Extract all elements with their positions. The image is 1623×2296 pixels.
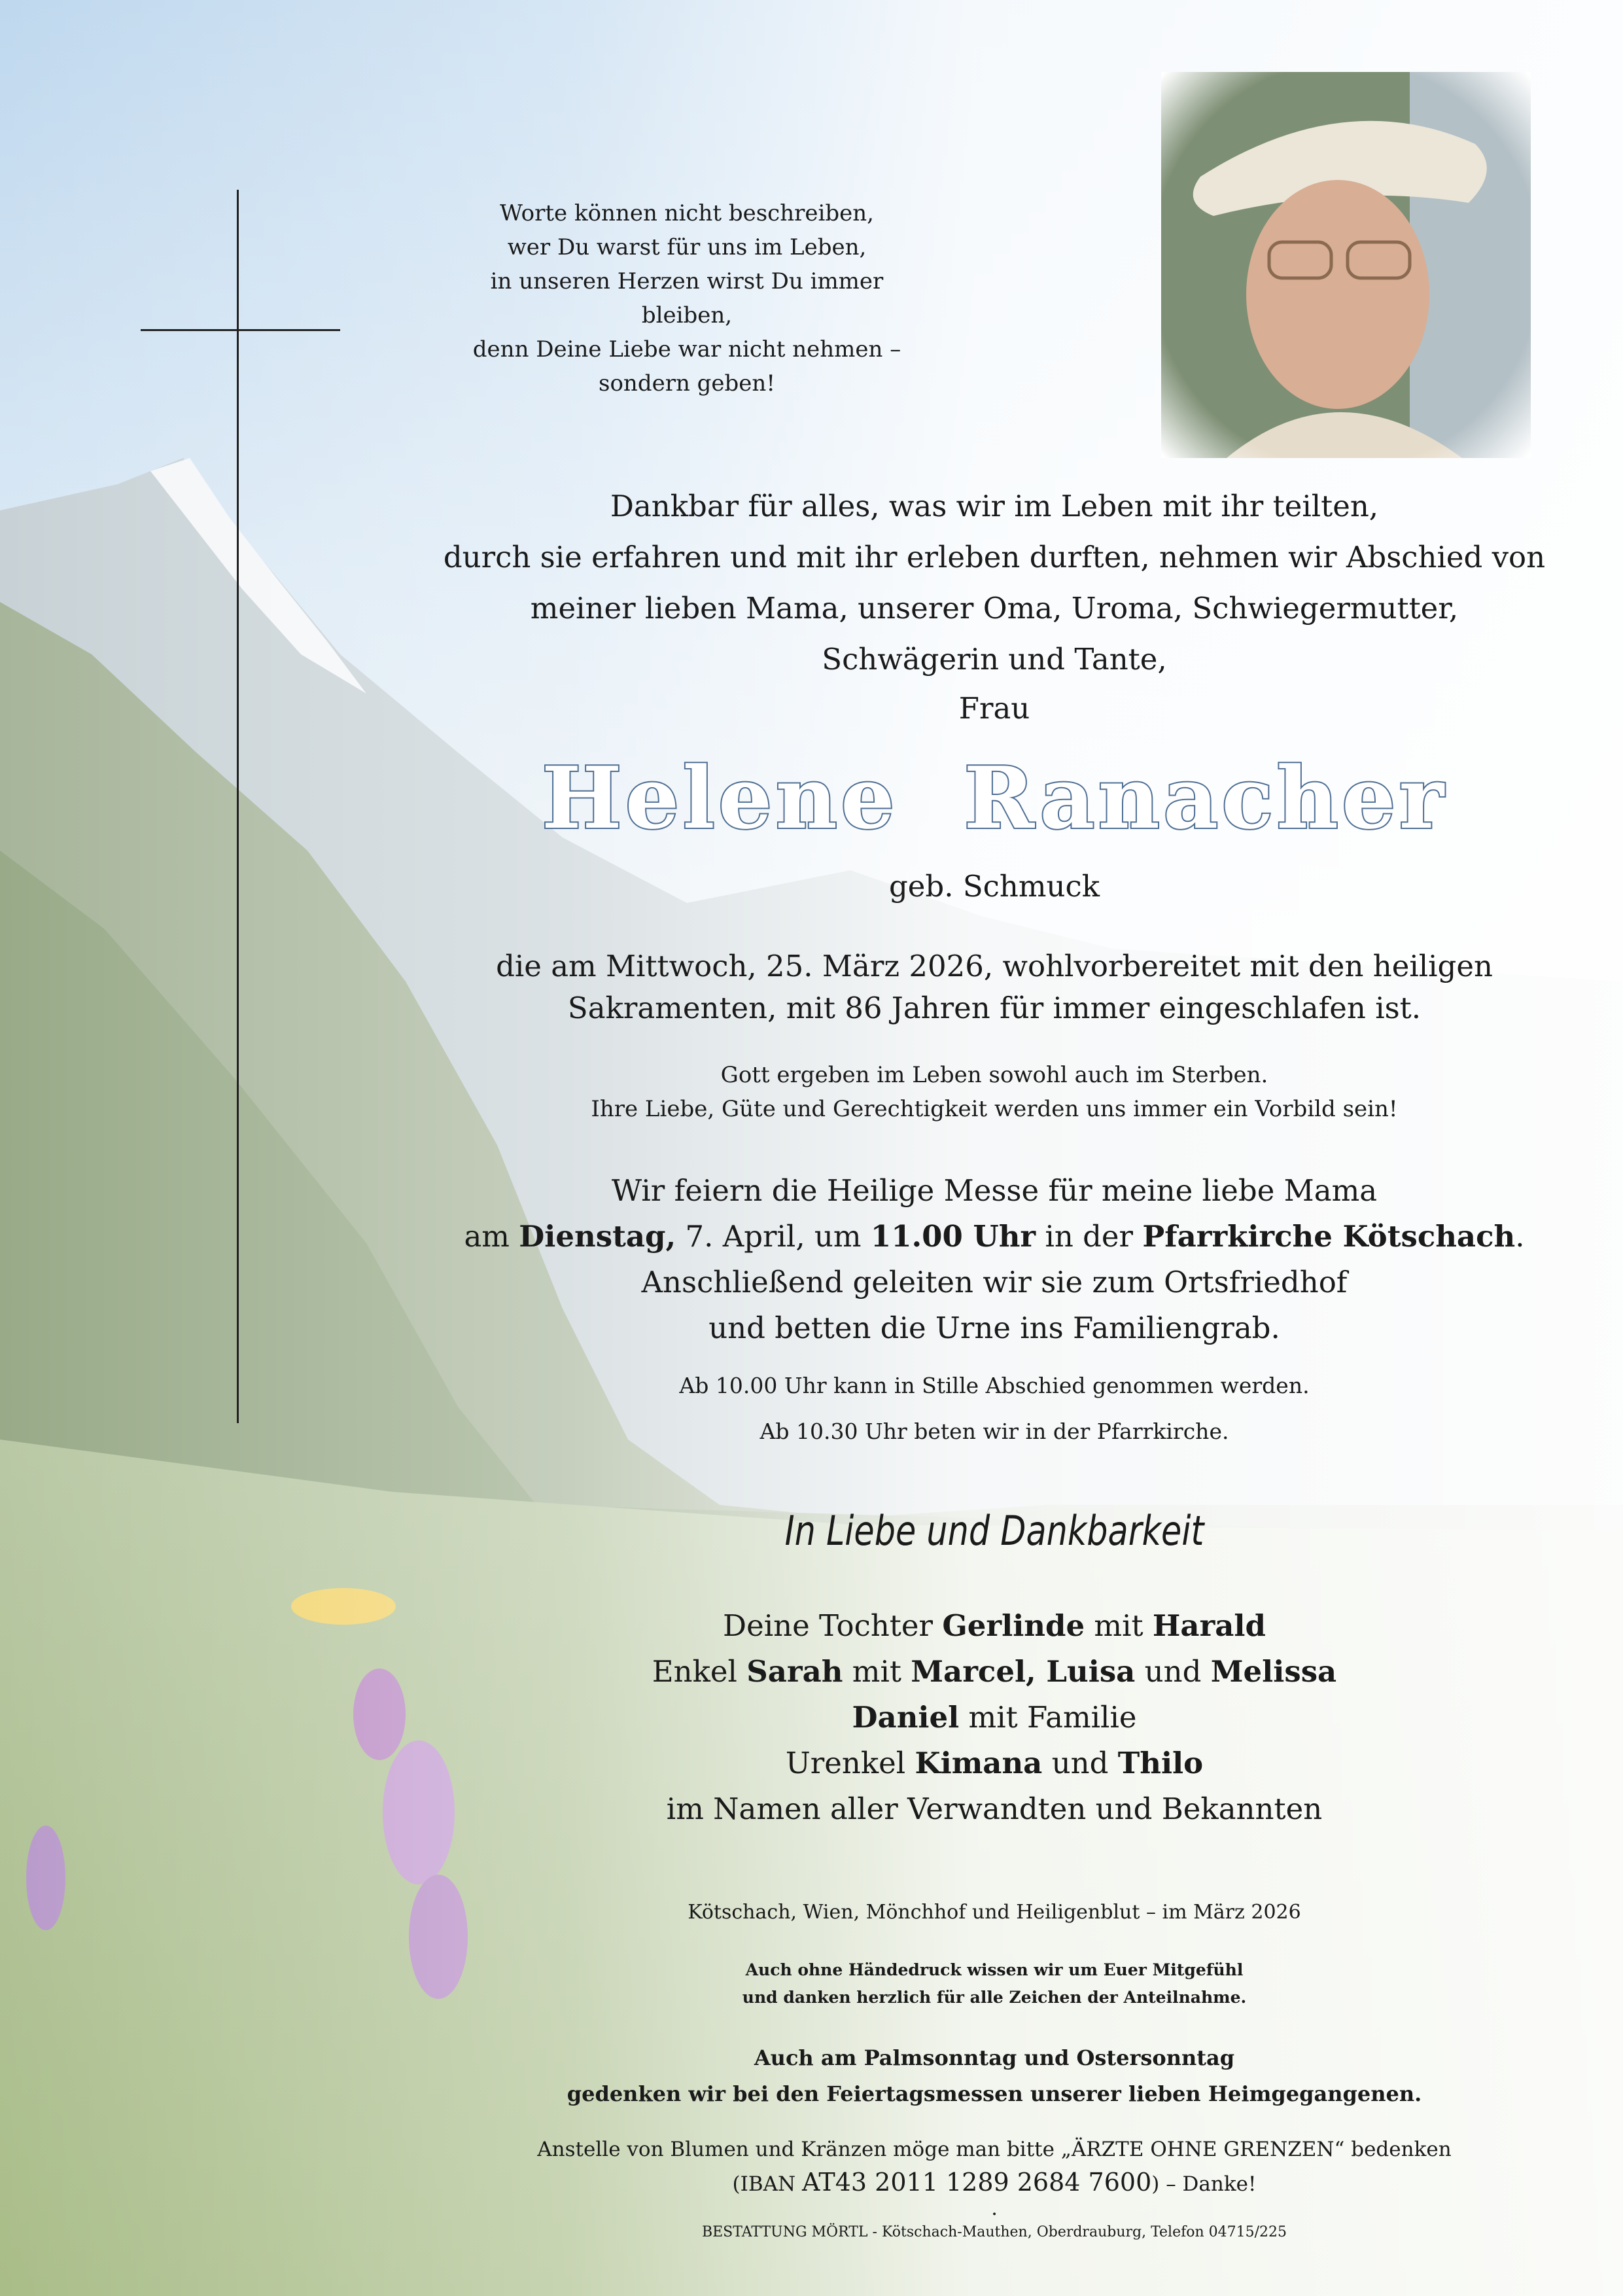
- death-line: Sakramenten, mit 86 Jahren für immer eingeschlafen ist.: [567, 991, 1422, 1025]
- poem-line: sondern geben!: [599, 370, 775, 397]
- dot-mark: .: [991, 2197, 998, 2220]
- intro-line: Dankbar für alles, was wir im Leben mit ihr teilten,: [610, 489, 1379, 523]
- mourners-list: [366, 1603, 1622, 1832]
- closing-motto: In Liebe und Dankbarkeit: [784, 1507, 1204, 1555]
- mass-text: am: [464, 1219, 519, 1254]
- donation-text: ) – Danke!: [1151, 2172, 1257, 2196]
- mass-text: in der: [1036, 1219, 1143, 1254]
- donation-text: (IBAN: [732, 2172, 803, 2196]
- deceased-name: Helene Ranacher: [541, 748, 1448, 848]
- death-notice: [366, 945, 1622, 1029]
- mourner-name: Marcel, Luisa: [911, 1654, 1136, 1689]
- portrait-photo: [1161, 72, 1531, 458]
- faith-line: Gott ergeben im Leben sowohl auch im Sterben.: [720, 1062, 1268, 1088]
- holiday-masses-note: [366, 2040, 1622, 2112]
- mourner-text: mit: [1085, 1608, 1153, 1643]
- cross-horizontal-bar: [141, 329, 340, 331]
- mass-time: 11.00 Uhr: [870, 1219, 1036, 1254]
- mourner-name: Harald: [1152, 1608, 1266, 1643]
- palm-line: gedenken wir bei den Feiertagsmessen unserer lieben Heimgegangenen.: [567, 2081, 1422, 2106]
- iban-number: AT43 2011 1289 2684 7600: [802, 2168, 1152, 2197]
- time-line: Ab 10.00 Uhr kann in Stille Abschied genommen werden.: [679, 1373, 1310, 1398]
- intro-line: Schwägerin und Tante,: [822, 642, 1167, 677]
- mass-church: Pfarrkirche Kötschach: [1142, 1219, 1516, 1254]
- mass-text: 7. April, um: [676, 1219, 871, 1254]
- farewell-times: [366, 1363, 1622, 1455]
- mourner-name: Sarah: [746, 1654, 843, 1689]
- donation-iban-line: [366, 2166, 1622, 2200]
- mourner-text: mit Familie: [959, 1700, 1137, 1735]
- mass-day: Dienstag,: [519, 1219, 676, 1254]
- thanks-note: [366, 1956, 1622, 2011]
- intro-line: durch sie erfahren und mit ihr erleben durften, nehmen wir Abschied von: [443, 540, 1546, 574]
- mass-line: und betten die Urne ins Familiengrab.: [708, 1311, 1280, 1345]
- faith-line: Ihre Liebe, Güte und Gerechtigkeit werden uns immer ein Vorbild sein!: [591, 1096, 1398, 1122]
- mourner-name: Gerlinde: [942, 1608, 1085, 1643]
- birth-name: geb. Schmuck: [889, 869, 1100, 904]
- place-date: Kötschach, Wien, Mönchhof und Heiligenblut – im März 2026: [688, 1901, 1301, 1924]
- memorial-poem: [451, 196, 922, 400]
- mass-line: Wir feiern die Heilige Messe für meine liebe Mama: [611, 1173, 1378, 1208]
- mass-date-line: [366, 1214, 1622, 1260]
- mourner-text: mit: [843, 1654, 911, 1689]
- funeral-home-footer: BESTATTUNG MÖRTL - Kötschach-Mauthen, Oberdrauburg, Telefon 04715/225: [701, 2224, 1287, 2240]
- mourner-name: Kimana: [915, 1746, 1043, 1780]
- intro-text: [366, 481, 1622, 685]
- palm-line: Auch am Palmsonntag und Ostersonntag: [754, 2045, 1235, 2070]
- cross-vertical-bar: [237, 190, 239, 1423]
- poem-line: denn Deine Liebe war nicht nehmen –: [472, 336, 901, 362]
- time-line: Ab 10.30 Uhr beten wir in der Pfarrkirche.: [759, 1419, 1229, 1444]
- mass-text: .: [1515, 1219, 1525, 1254]
- poem-line: Worte können nicht beschreiben,: [500, 200, 874, 226]
- faith-quote: [366, 1058, 1622, 1126]
- mass-line: Anschließend geleiten wir sie zum Ortsfriedhof: [641, 1265, 1348, 1299]
- death-line: die am Mittwoch, 25. März 2026, wohlvorbereitet mit den heiligen: [496, 949, 1493, 983]
- donation-note: [366, 2133, 1622, 2220]
- mass-info: [366, 1168, 1622, 1351]
- mourner-text: Deine Tochter: [722, 1608, 943, 1643]
- mourner-text: und: [1042, 1746, 1118, 1780]
- donation-line: Anstelle von Blumen und Kränzen möge man bitte „ÄRZTE OHNE GRENZEN“ bedenken: [537, 2138, 1452, 2161]
- mourner-name: Melissa: [1210, 1654, 1337, 1689]
- intro-line: meiner lieben Mama, unserer Oma, Uroma, Schwiegermutter,: [530, 591, 1459, 626]
- mourner-text: Urenkel: [785, 1746, 915, 1780]
- mourner-text: und: [1135, 1654, 1211, 1689]
- mourner-line: [366, 1649, 1622, 1695]
- poem-line: wer Du warst für uns im Leben,: [507, 234, 867, 260]
- mourner-name: Daniel: [852, 1700, 960, 1735]
- mourner-line: im Namen aller Verwandten und Bekannten: [666, 1792, 1323, 1826]
- mourner-text: Enkel: [652, 1654, 747, 1689]
- mourner-name: Thilo: [1117, 1746, 1204, 1780]
- salutation: Frau: [958, 691, 1030, 726]
- mourner-line: [366, 1740, 1622, 1786]
- poem-line: in unseren Herzen wirst Du immer bleiben,: [490, 268, 884, 328]
- thanks-line: Auch ohne Händedruck wissen wir um Euer Mitgefühl: [745, 1960, 1244, 1979]
- mourner-line: [366, 1603, 1622, 1649]
- thanks-line: und danken herzlich für alle Zeichen der Anteilnahme.: [742, 1988, 1247, 2007]
- mourner-line: [366, 1695, 1622, 1740]
